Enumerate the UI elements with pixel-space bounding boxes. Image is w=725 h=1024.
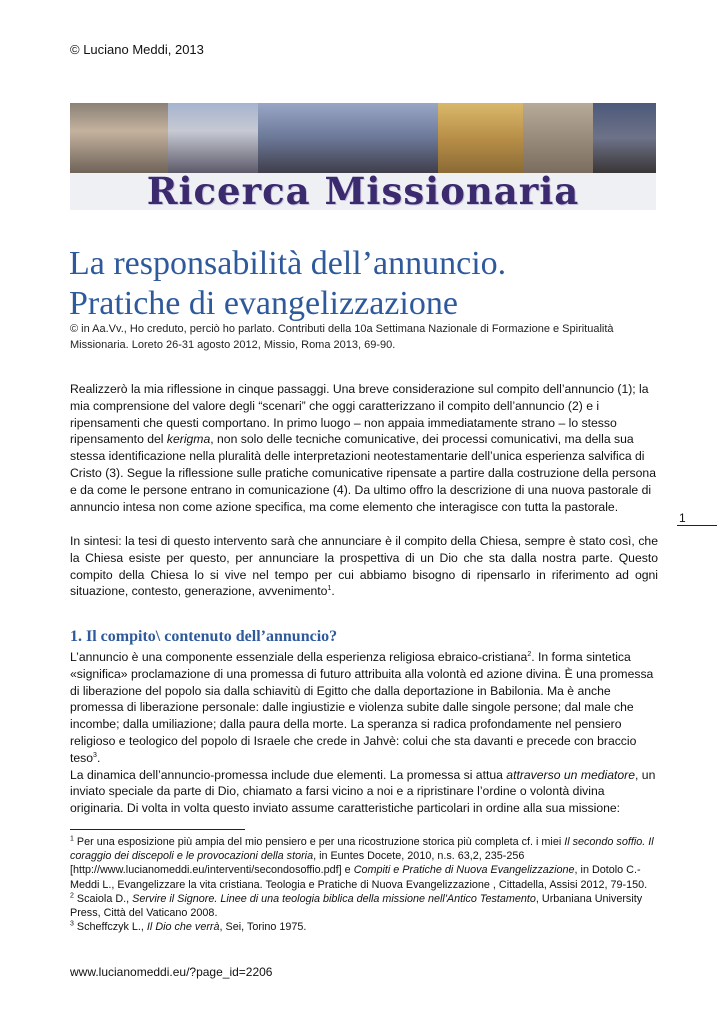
banner-image	[70, 103, 656, 210]
page-number: 1	[679, 511, 686, 525]
footnotes	[70, 835, 658, 934]
footnote-ref-2: 2	[527, 650, 532, 658]
footnote-3: $^3$ Scheffczyk L., Il Dio che verrà, Sei, Torino 1975.	[70, 920, 307, 934]
footnote-ref-1: 1	[327, 585, 332, 593]
source-citation: © in Aa.Vv., Ho creduto, perciò ho parlato. Contributi della 10a Settimana Nazionale di Formazione e Spiritualità Missionaria. Loreto 26-31 agosto 2012, Missio, Roma 2013, 69-90.	[70, 323, 614, 351]
banner-photo-people	[523, 103, 593, 173]
banner-photo-church	[258, 103, 438, 173]
banner-logo-text: Ricerca Missionaria	[146, 169, 580, 210]
footnote-ref-3: 3	[93, 751, 97, 759]
banner-photo-mosaic	[438, 103, 523, 173]
banner-photo-crowd	[168, 103, 258, 173]
paragraph-summary: In sintesi: la tesi di questo intervento sarà che annunciare è il compito della Chiesa, sempre è stato così, che la Chiesa esiste per questo, per annunciare la prospettiva di un Dio che sta dalla nostra parte. Questo compito della Chiesa lo si vive nel tempo per cui abbiamo bisogno di ripensarlo in riferimento ad ogni situazione, contesto, generazione, avvenimento$^1$.	[70, 534, 658, 599]
article-title	[69, 244, 669, 324]
paragraph-section-1: L’annuncio è una componente essenziale della esperienza religiosa ebraico-cristiana$^2$. In forma sintetica «significa» proclamazione di una promessa di futuro attribuita alla volontà ed azione divina. È una promessa di liberazione del popolo sia dalla schiavitù di Egitto che dalla deportazione in Babilonia. Ma è anche promessa di liberazione personale: dalle ingiustizie e violenza subite dalle singole persone; dal male che incombe; dalla umiliazione; dalla paura della morte. La speranza si radica profondamente nel pensiero religioso e teologico del popolo di Israele che crede in Jahvè: colui che sta davanti e precede con braccio teso$^3$. La dinamica dell’annuncio-promessa include due elementi. La promessa si attua attraverso un mediatore, un inviato speciale da parte di Dio, chiamato a farsi vicino a noi e a ripristinare l’ordine o volontà divina originaria. Di volta in volta questo inviato assume caratteristiche particolari in ordine alla sua missione:	[70, 650, 656, 816]
page-number-rule	[677, 525, 717, 526]
title-line-2: Pratiche di evangelizzazione	[69, 285, 458, 322]
banner-photo-night	[593, 103, 656, 173]
copyright-notice: © Luciano Meddi, 2013	[70, 42, 204, 57]
title-line-1: La responsabilità dell’annuncio.	[69, 245, 507, 282]
section-heading: 1. Il compito\ contenuto dell’annuncio?	[70, 628, 338, 645]
footnote-separator	[70, 829, 245, 830]
footnote-2: $^2$ Scaiola D., Servire il Signore. Linee di una teologia biblica della missione nell'Antico Testamento, Urbaniana University Press, Città del Vaticano 2008.	[70, 892, 643, 920]
footnote-1: $^1$ Per una esposizione più ampia del mio pensiero e per una ricostruzione storica più completa cf. i miei Il secondo soffio. Il coraggio dei discepoli e le provocazioni della storia, in Euntes Docete, 2010, n.s. 63,2, 235-256 [http://www.lucianomeddi.eu/interventi/secondosoffio.pdf] e Compiti e Pratiche di Nuova Evangelizzazione, in Dotolo C.-Meddi L., Evangelizzare la vita cristiana. Teologia e Pratiche di Nuova Evangelizzazione , Cittadella, Assisi 2012, 79-150.	[70, 835, 654, 891]
paragraph-intro: Realizzerò la mia riflessione in cinque passaggi. Una breve considerazione sul compito dell’annuncio (1); la mia comprensione del valore degli “scenari” che oggi caratterizzano il compito dell’annuncio (2) e i ripensamenti che questi comportano. In primo luogo – non appaia immediatamente strano – lo stesso ripensamento del kerigma, non solo delle tecniche comunicative, dei processi comunicativi, ma della sua stessa identificazione nella pluralità delle interpretazioni neotestamentarie dell’unica esperienza salvifica di Cristo (3). Segue la riflessione sulle pratiche comunicative ripensate a partire dalla costruzione della persona e da come le persone entrano in comunicazione (4). Da ultimo offro la descrizione di una nuova pastorale di annuncio intesa non come azione specifica, ma come elemento che interagisce con tutta la pastorale.	[70, 382, 656, 514]
footer-url[interactable]: www.lucianomeddi.eu/?page_id=2206	[70, 965, 273, 979]
banner-photo-author	[70, 103, 168, 173]
